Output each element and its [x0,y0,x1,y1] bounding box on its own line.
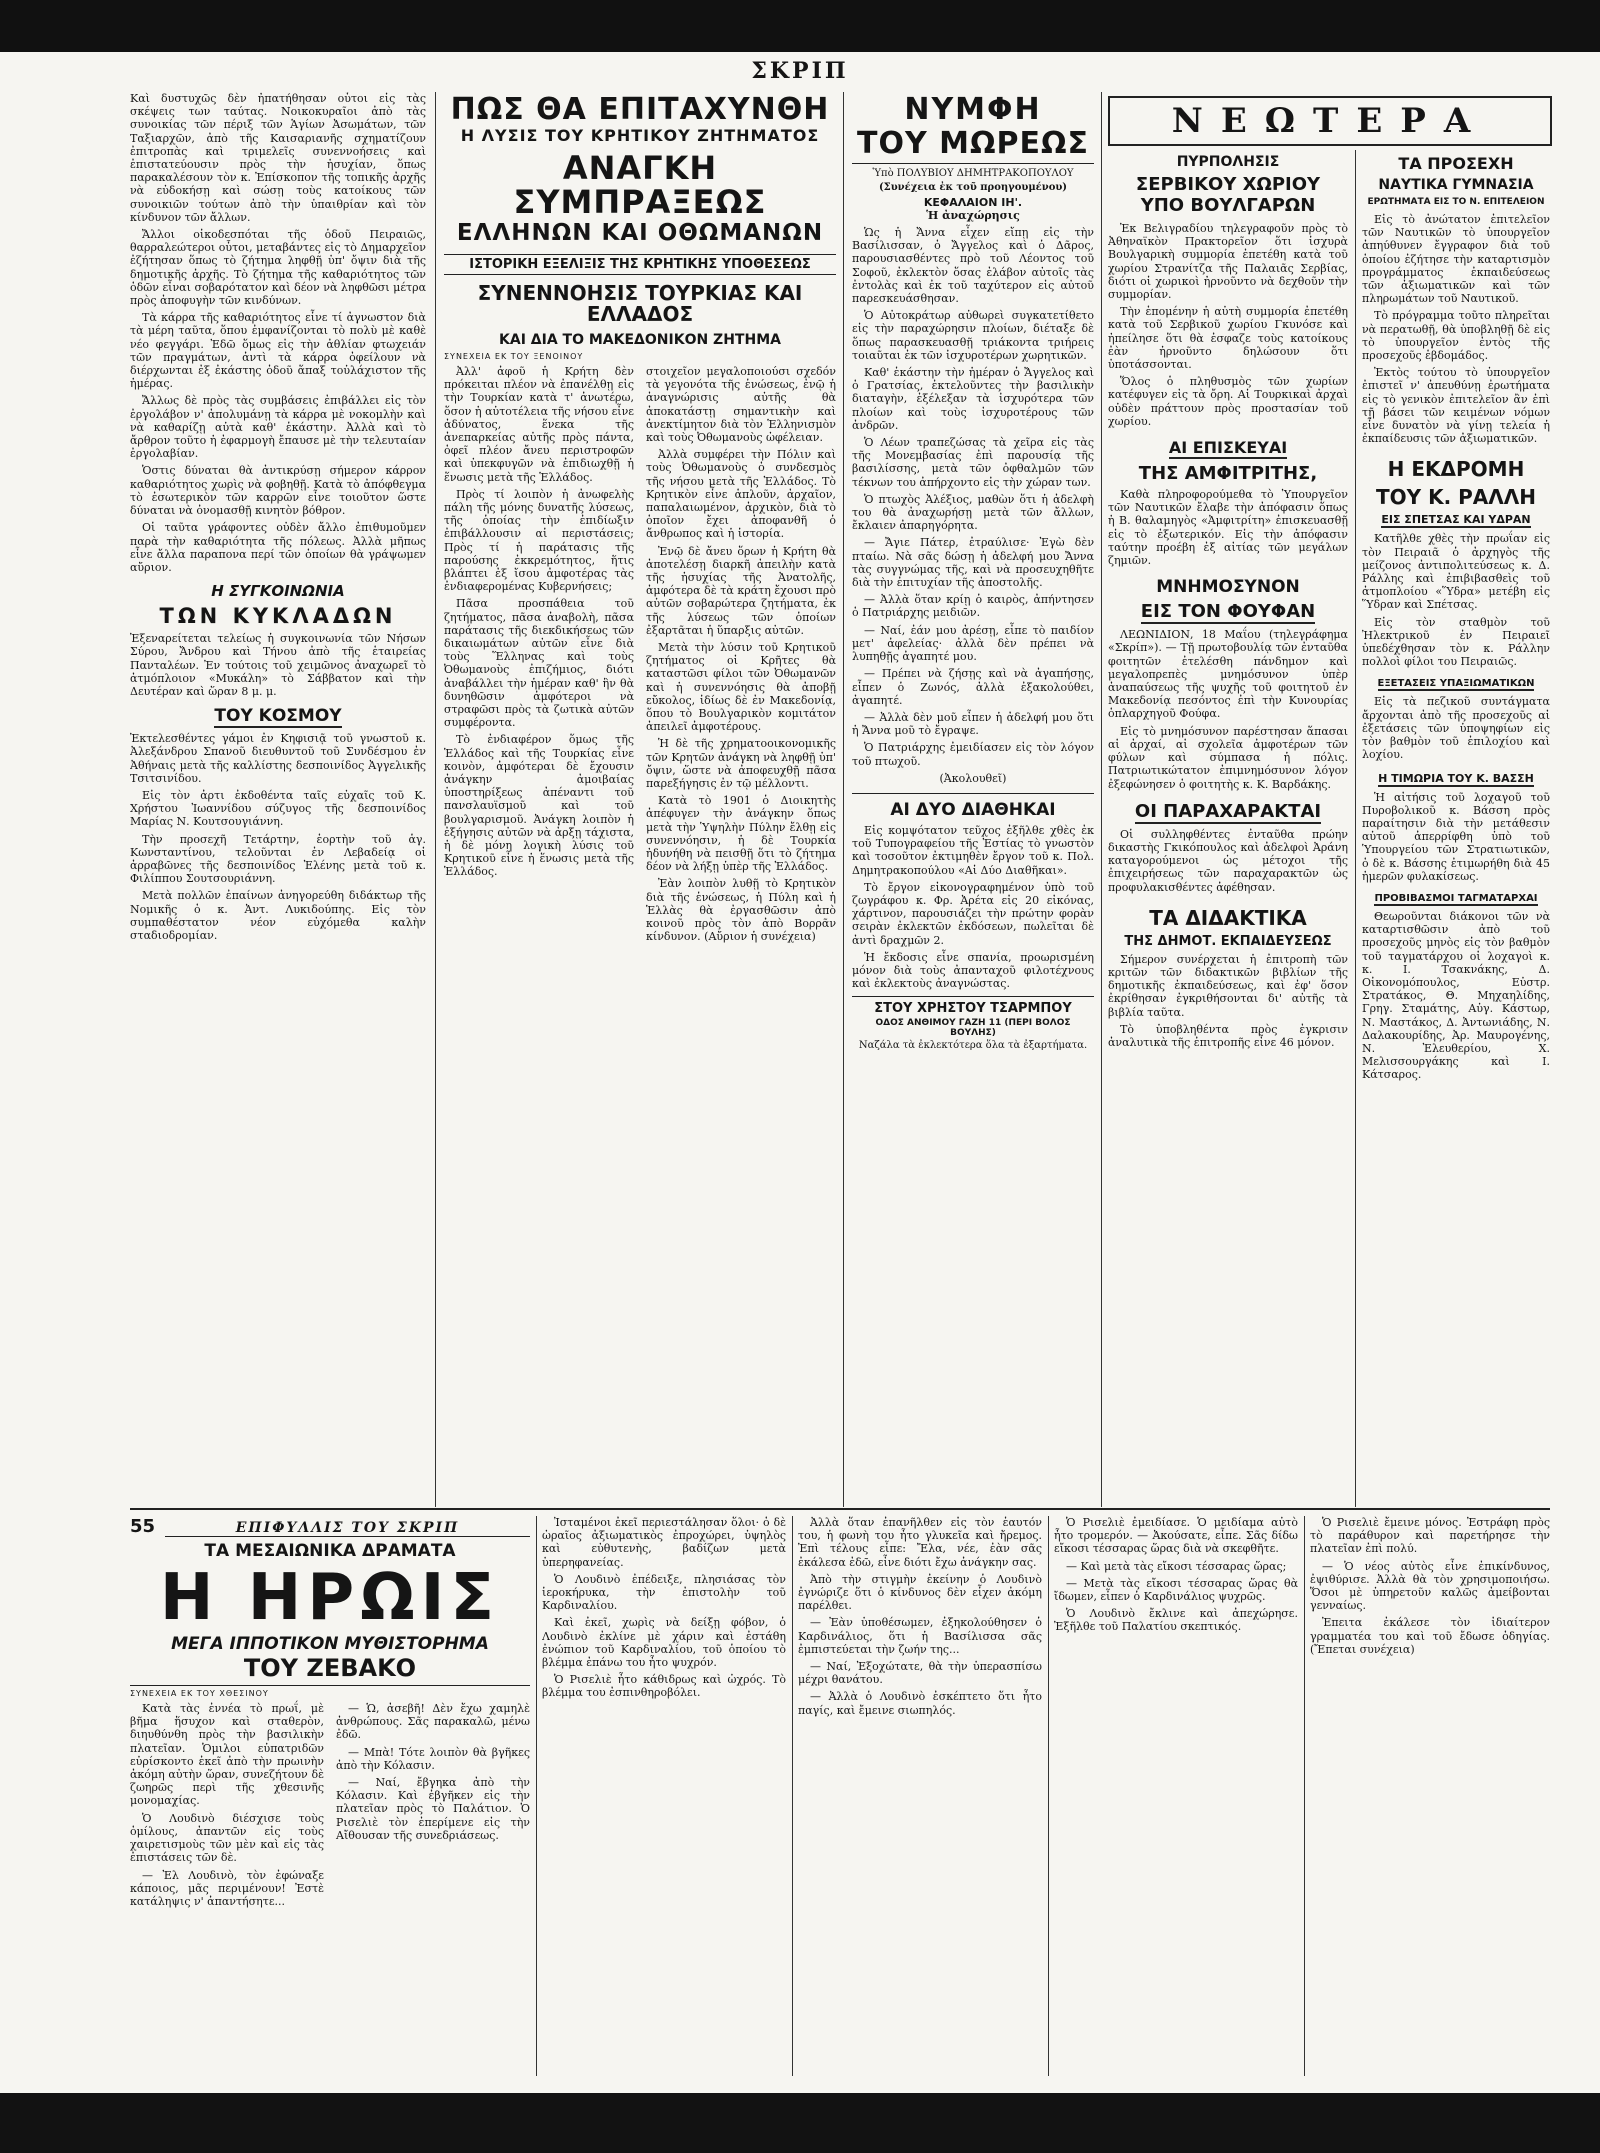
section-heading: ΤΩΝ ΚΥΚΛΑΔΩΝ [159,604,397,629]
novel-title: Η ΗΡΩΙΣ [159,1560,501,1635]
subheadline: ΙΣΤΟΡΙΚΗ ΕΞΕΛΙΞΙΣ ΤΗΣ ΚΡΗΤΙΚΗΣ ΥΠΟΘΕΣΕΩΣ [444,254,836,276]
feuilleton-paragraph: — Ναί, ἔβγηκα ἀπὸ τὴν Κόλασιν. Καὶ ἐβγῆκεν εἰς τὴν πλατεῖαν πρὸς τὸ Παλάτιον. Ὁ Ρισελιὲ τὸν ἐπερίμενε εἰς τὴν Αἴθουσαν τῆς συνεδριάσεως. [336,1776,530,1842]
feuilleton-paragraph: — Ἐλ Λουδινὸ, τὸν ἐφώναξε κάποιος, μᾶς περιμένουν! Ἐστὲ κατάληψις ν' ἀπαντήσητε... [130,1868,324,1908]
subheadline: ΣΥΝΕΝΝΟΗΣΙΣ ΤΟΥΡΚΙΑΣ ΚΑΙ ΕΛΛΑΔΟΣ [477,281,803,327]
feuilleton-paragraph: Ὁ Λουδινὸ ἔκλινε καὶ ἀπεχώρησε. Ἐξῆλθε τοῦ Παλατίου σκεπτικός. [1054,1607,1298,1634]
article-paragraph: Τὸ ὑποβληθέντα πρὸς ἐγκρισιν ἀναλυτικὰ τῆς ἐπιτροπῆς εἶνε 46 μόνον. [1108,1022,1348,1049]
article-paragraph: Ἄλλως δὲ πρὸς τὰς συμβάσεις ἐπιβάλλει εἰς τὸν ἐργολάβον ν' ἀπολυμάνῃ τὰ κάρρα μὲ νοκομλὴν καὶ νὰ καθαρίζῃ αὐτὰ καθ' ἑκάστην. Ἀλλὰ καὶ τὸ ἄρθρον τοῦτο ἡ ἐφαρμογὴ ἔπαυσε μὲ τὴν τελευταίαν ἐργολαβίαν. [130,394,426,461]
scan-top-band [0,0,1600,52]
column-rule [435,92,436,1507]
byline: Ὑπὸ ΠΟΛΥΒΙΟΥ ΔΗΜΗΤΡΑΚΟΠΟΥΛΟΥ [852,163,1094,179]
article-paragraph: Τὸ πρόγραμμα τοῦτο πληρεῖται νὰ περατωθῇ, θὰ ὑποβληθῇ δὲ εἰς τὸ ὑπουργεῖον ἐντὸς τῆς προσεχοῦς ἑβδομάδος. [1362,309,1550,363]
article-paragraph: Καθὰ πληροφορούμεθα τὸ Ὑπουργεῖον τῶν Ναυτικῶν ἔλαβε τὴν ἀπόφασιν ὅπως ἡ Β. θαλαμηγὸς «Ἀμφιτρίτη» ἐπισκευασθῇ εἰς τὸ ἐξωτερικόν. Εἰς τὴν ἀπόφασιν ταύτην προέβη ἐξ αἰτίας τῶν μεγάλων ζημιῶν. [1108,488,1348,568]
article-paragraph: Ὅλος ὁ πληθυσμὸς τῶν χωρίων κατέφυγεν εἰς τὰ ὄρη. Αἱ Τουρκικαὶ ἀρχαὶ οὐδὲν πράττουν πρὸς προστασίαν τοῦ χωρίου. [1108,375,1348,428]
to-be-continued: (Ἀκολουθεῖ) [939,771,1007,785]
section-heading: ΤΗΣ ΔΗΜΟΤ. ΕΚΠΑΙΔΕΥΣΕΩΣ [1124,933,1332,949]
feuilleton-paragraph: — Ὁ νέος αὐτὸς εἶνε ἐπικίνδυνος, ἐψιθύρισε. Ἀλλὰ θὰ τὸν χρησιμοποιήσω. Ὅσοι μὲ ὑπηρετοῦν καλῶς ἀμείβονται γενναίως. [1310,1559,1550,1613]
feuilleton-column [542,1516,786,2076]
continuation-label: ΣΥΝΕΧΕΙΑ ΕΚ ΤΟΥ ΧΘΕΣΙΝΟΥ [130,1685,530,1698]
article-paragraph: Ὁ Πατριάρχης ἐμειδίασεν εἰς τὸν λόγον τοῦ πτωχοῦ. [852,741,1094,768]
episode-number: 55 [130,1516,156,1537]
article-paragraph: Κατῆλθε χθὲς τὴν πρωΐαν εἰς τὸν Πειραιᾶ ὁ ἀρχηγὸς τῆς μείζονος ἀντιπολιτεύσεως κ. Δ. Ράλλης καὶ ἐπιβιβασθεὶς τοῦ ἀτμοπλοίου «Ὕδρα» μετέβη εἰς Ὕδραν καὶ Σπέτσας. [1362,532,1550,612]
chapter-number: ΚΕΦΑΛΑΙΟΝ ΙΗ'. [923,196,1023,209]
article-paragraph: — Ἀλλὰ δὲν μοῦ εἶπεν ἡ ἀδελφή μου ὅτι ἡ Ἄννα μοῦ τὸ ἔγραψε. [852,710,1094,738]
section-heading: ΤΟΥ ΚΟΣΜΟΥ [214,706,342,727]
article-paragraph: Οἱ ταῦτα γράφοντες οὐδὲν ἄλλο ἐπιθυμοῦμεν παρὰ τὴν καθαριότητα τῆς πόλεως. Ἀλλὰ μῆπως εἶνε ἄλλα παραπονα περί τῶν ὁποίων θὰ γράψωμεν αὔριον. [130,521,426,574]
chapter-title: Ἡ ἀναχώρησις [926,209,1020,222]
feuilleton-paragraph: — Καὶ μετὰ τὰς εἴκοσι τέσσαρας ὥρας; [1066,1559,1287,1573]
article-paragraph: Ὁ Λέων τραπεζώσας τὰ χεῖρα εἰς τὰς τῆς Μονεμβασίας ἐπὶ παρουσίᾳ τῆς βασιλίσσης, μετὰ τῶν ὀφθαλμῶν τῶν τέκνων του ἀπήρχοντο εἰς τὴν χώραν των. [852,436,1094,489]
feuilleton-paragraph: Ἐπειτα ἐκάλεσε τὸν ἰδιαίτερον γραμματέα του καὶ τοῦ ἔδωσε ὁδηγίας. (Ἔπεται συνέχεια) [1310,1616,1550,1656]
article-paragraph: Ἀλλ' ἀφοῦ ἡ Κρήτη δὲν πρόκειται πλέον νὰ ἐπανέλθῃ εἰς τὴν Τουρκίαν κατὰ τ' ἀνωτέρω, ὅσον ἡ αὐτοτέλεια τῆς νήσου εἶνε ἀδύνατος, ἕνεκα τῆς ἀνεπαρκείας αὐτῆς πρὸς πάντα, ὁφεῖ πλέον ἄνευ περιστροφῶν καὶ ὑπεκφυγῶν νὰ ἐπιδιωχθῇ ἡ ἕνωσις μετὰ τῆς Ἑλλάδος. [444,364,634,484]
section-heading: ΑΙ ΕΠΙΣΚΕΥΑΙ [1168,438,1288,458]
novel-subtitle: ΜΕΓΑ ΙΠΠΟΤΙΚΟΝ ΜΥΘΙΣΤΟΡΗΜΑ [171,1634,489,1655]
column-news [1108,152,1348,1502]
column-rule [1355,150,1356,1507]
article-paragraph: Εἰς τὸν ἀρτι ἐκδοθέντα ταῖς εὐχαῖς τοῦ Κ. Χρήστου Ἰωαννίδου σύζυγος τῆς δεσποινίδος Μαρίας Ν. Κουτσουγιάννη. [130,788,426,829]
article-paragraph: Τὸ ἐνδιαφέρον ὅμως τῆς Ἑλλάδος καὶ τῆς Τουρκίας εἶνε κοινὸν, ἀμφότεραι δὲ ἔχουσιν ἀνάγκην ἀμοιβαίας ὑποστηρίξεως ἀπέναντι τοῦ πανσλαυϊσμοῦ καὶ τοῦ βουλγαρισμοῦ. Ἀνάγκη λοιπὸν ἡ ἐξήγησις αὐτῶν νὰ ἀρξῃ τάχιστα, ἡ δὲ μόνη λογικὴ λύσις τοῦ Κρητικοῦ εἶνε ἡ ἕνωσις μετὰ τῆς Ἑλλάδος. [444,733,634,879]
column-crete [444,92,836,1502]
novel-author: ΤΟΥ ΖΕΒΑΚΟ [243,1653,417,1682]
section-heading: ΥΠΟ ΒΟΥΛΓΑΡΩΝ [1140,195,1316,216]
article-paragraph: Ὁ Αὐτοκράτωρ αὐθωρεὶ συγκατετίθετο εἰς τὴν παραχώρησιν πλοίων, διέταξε δὲ ὅπως παρασκευασθῇ τριάκοντα τριήρεις τοιαῦται ἐκ τῶν ἰσχυροτέρων χωρητικῶν. [852,309,1094,362]
section-heading: Η ΕΚΔΡΟΜΗ [1387,457,1525,482]
article-paragraph: Εἰς τὰ πεζικοῦ συντάγματα ἄρχονται ἀπὸ τῆς προσεχοῦς αἱ ἐξετάσεις τῶν ὑποψηφίων εἰς τὸν βαθμὸν τοῦ ἐπιλοχίου καὶ λοχίου. [1362,695,1550,762]
article-paragraph: Τὸ ἔργον εἰκονογραφημένον ὑπὸ τοῦ ζωγράφου κ. Φρ. Ἀρέτα εἰς 20 εἰκόνας, χάρτινον, παρουσιάζει τὴν πρώτην φορὰν σειρὰν ἐκλεκτῶν ἐκδόσεων, πωλεῖται δὲ ἀντὶ δραχμῶν 2. [852,880,1094,947]
article-paragraph: Τὴν ἑπομένην ἡ αὐτὴ συμμορία ἐπετέθη κατὰ τοῦ Σερβικοῦ χωρίου Γκυνόσε καὶ ἠπείλησε ὅτι θὰ ἐσφαζε τοὺς κατοίκους ἐὰν ἠρνοῦντο δηλώσουν ὅτι ὑποτάσσονται. [1108,305,1348,372]
subheadline: ΚΑΙ ΔΙΑ ΤΟ ΜΑΚΕΔΟΝΙΚΟΝ ΖΗΤΗΜΑ [499,332,781,349]
section-heading: ΤΑ ΔΙΔΑΚΤΙΚΑ [1149,905,1307,930]
advert-title: ΣΤΟΥ ΧΡΗΣΤΟΥ ΤΣΑΡΜΠΟΥ [874,1001,1072,1017]
continuation-note: (Συνέχεια ἐκ τοῦ προηγουμένου) [878,182,1068,193]
article-paragraph: Εἰς τὸ ἀνώτατον ἐπιτελεῖον τῶν Ναυτικῶν τὸ ὑπουργεῖον ἀπηύθυνεν ἔγγραφον διὰ τοῦ ὁποίου ἐζήτησε τὴν καταρτισμὸν προγράμματος ἐκπαιδεύσεως τῶν ἀξιωματικῶν καὶ τῶν πληρωμάτων τοῦ Ναυτικοῦ. [1362,213,1550,306]
article-paragraph: Ἄλλοι οἰκοδεσπόται τῆς ὁδοῦ Πειραιῶς, θαρραλεώτεροι οὗτοι, μεταβάντες εἰς τὸ Δημαρχεῖον ἐζήτησαν ὅπως τὸ ζήτημα ληφθῇ ὑπ' ὄψιν διὰ τῆς δημοτικῆς ἀρχῆς. Τὸ ζήτημα τῆς καθαριότητος τῶν ὁδῶν εἶναι σοβαρότατον καὶ δέον νὰ ληφθῶσι μέτρα πρὸς ἀποφυγὴν τῶν κινδύνων. [130,228,426,308]
headline: ΤΟΥ ΜΩΡΕΩΣ [857,125,1089,161]
feuilleton-paragraph: Ὁ Ρισελιὲ ἦτο κάθιδρως καὶ ὠχρός. Τὸ βλέμμα του ἐσπινθηροβόλει. [542,1673,786,1700]
article-paragraph: στοιχεῖον μεγαλοποιούσι σχεδόν τὰ γεγονότα τῆς ἑνώσεως, ἐνῷ ἡ ἀναγνώρισις αὐτῆς θὰ ἀποκατάστῃ σημαντικὴν καὶ ἀνεκτίμητον διὰ τὸν Ἑλληνισμὸν καὶ τοὺς Ὀθωμανοὺς ὠφέλειαν. [646,364,836,444]
feuilleton-paragraph: — Μπὰ! Τότε λοιπὸν θὰ βγῆκες ἀπὸ τὴν Κόλασιν. [336,1745,530,1772]
column-serial [852,92,1094,1502]
advert-text: Ναζάλα τὰ ἐκλεκτότερα ὅλα τὰ ἐξαρτήματα. [858,1040,1088,1052]
section-heading: ΤΑ ΠΡΟΣΕΧΗ [1398,154,1514,173]
feuilleton-paragraph: Ἰσταμένοι ἐκεῖ περιεστάλησαν ὅλοι· ὁ δὲ ὡραῖος ἀξιωματικὸς ἐπροχώρει, ὑψηλὸς καὶ εὐθυτενὴς, βαδίζων μετὰ ὑπερηφανείας. [542,1516,786,1569]
column-rule [536,1516,537,2076]
feuilleton-column [798,1516,1042,2076]
headline: ΕΛΛΗΝΩΝ ΚΑΙ ΟΘΩΜΑΝΩΝ [456,220,824,247]
section-heading: Η ΣΥΓΚΟΙΝΩΝΙΑ [211,582,345,601]
article-paragraph: Ἡ αἰτήσις τοῦ λοχαγοῦ τοῦ Πυροβολικοῦ κ. Βάσση πρὸς παραίτησιν διὰ τὴν μετάθεσιν αὐτοῦ ἀπερρίφθη ὑπὸ τοῦ Ὑπουργείου τῶν Στρατιωτικῶν, ὁ δὲ κ. Βάσσης ἐτιμωρήθη διὰ 45 ἡμερῶν φυλακίσεως. [1362,790,1550,883]
feuilleton-paragraph: — Ὡ, ἀσεβῆ! Δὲν ἔχω χαμηλὲ ἀνθρώπους. Σᾶς παρακαλῶ, μένω ἐδῶ. [336,1702,530,1742]
article-paragraph: — Ἄγιε Πάτερ, ἐτραύλισε· Ἐγὼ δὲν πταίω. Νὰ σᾶς δώσῃ ἡ ἀδελφή μου Ἄννα τὰς συγγνώμας τῆς, καὶ νὰ προσευχηθῆτε διὰ τὴν ἐπιτυχίαν τῆς ἀποστολῆς. [852,536,1094,590]
article-paragraph: Ἐκ Βελιγραδίου τηλεγραφοῦν πρὸς τὸ Ἀθηναϊκὸν Πρακτορεῖον ὅτι ἰσχυρὰ Βουλγαρικὴ συμμορία ἐπετέθη κατὰ τοῦ χωρίου Στρανίτζα τῆς Παλαιᾶς Σερβίας, διότι οἱ χωρικοὶ ἠρνοῦντο νὰ δεχθοῦν τὴν συμμορίαν. [1108,222,1348,302]
article-paragraph: Μετὰ τὴν λύσιν τοῦ Κρητικοῦ ζητήματος οἱ Κρῆτες θὰ καταστῶσι φίλοι τῶν Ὀθωμανῶν καὶ ἡ συνεννόησις θὰ ἀποβῇ εὔκολος, ἰδίως δὲ ἐν Μακεδονίᾳ, ὅπου τὸ Βουλγαρικὸν κομιτάτον ἀπειλεῖ ἀμφοτέρους. [646,641,836,734]
section-heading: ΣΕΡΒΙΚΟΥ ΧΩΡΙΟΥ [1135,174,1321,195]
feuilleton-paragraph: Ὁ Λουδινὸ διέσχισε τοὺς ὁμίλους, ἀπαντῶν εἰς τοὺς χαιρετισμοὺς τῶν μὲν καὶ εἰς τὰς ἐπιστάσεις τῶν δὲ. [130,1811,324,1865]
column-rule [792,1516,793,2076]
article-paragraph: — Ἀλλὰ ὅταν κρίῃ ὁ καιρὸς, ἀπήντησεν ὁ Πατριάρχης μειδιῶν. [852,593,1094,620]
article-paragraph: Ἐξεναρείτεται τελείως ἡ συγκοινωνία τῶν Νήσων Σύρου, Ἄνδρου καὶ Τήνου ἀπὸ τῆς ἑταιρείας Πανταλέων. Ἐν τούτοις τοῦ χειμῶνος ἀναχωρεῖ τὸ ἀτμόπλοιον «Μυκάλη» τὸ Σάββατον καὶ τὴν Δευτέραν καὶ ὥραν 8 μ. μ. [130,632,426,698]
article-paragraph: — Ναί, ἐάν μου ἀρέσῃ, εἶπε τὸ παιδίον μετ' ἀφελείας· ἀλλὰ δὲν πρέπει νὰ λυπηθῇς ἀγαπητέ μου. [852,623,1094,664]
headline: ΠΩΣ ΘΑ ΕΠΙΤΑΧΥΝΘΗ [450,92,830,127]
feuilleton-paragraph: — Μετὰ τὰς εἴκοσι τέσσαρας ὥρας θὰ ἴδωμεν, εἶπεν ὁ Καρδινάλιος ψυχρῶς. [1054,1576,1298,1604]
section-heading: ΕΞΕΤΑΣΕΙΣ ΥΠΑΞΙΩΜΑΤΙΚΩΝ [1377,678,1535,690]
continuation-label: ΣΥΝΕΧΕΙΑ ΕΚ ΤΟΥ ΞΕΝΟΙΝΟΥ [444,351,584,361]
section-heading: ΕΙΣ ΤΟΝ ΦΟΥΦΑΝ [1140,601,1316,623]
article-paragraph: Οἱ συλληφθέντες ἐνταῦθα πρώην δικαστὴς Γκικόπουλος καὶ ἀδελφοὶ Ἀράνη καταγορούμενοι ὡς μέτοχοι τῆς ἐπιχειρήσεως τῶν παραχαρακτῶν ὡς προφυλακισθέντες ἀφέθησαν. [1108,827,1348,894]
article-paragraph: Ἡ ἔκδοσις εἶνε σπανία, προωρισμένη μόνον διὰ τοὺς ἀπανταχοῦ φιλοτέχνους καὶ ἐκλεκτοὺς ἀναγνώστας. [852,950,1094,991]
feuilleton-paragraph: Ὁ Ρισελιὲ ἐμειδίασε. Ὁ μειδίαμα αὐτὸ ἦτο τρομερόν. — Ἀκούσατε, εἶπε. Σᾶς δίδω εἴκοσι τέσσαρας ὥρας διὰ νὰ σκεφθῆτε. [1054,1516,1298,1556]
article-paragraph: — Πρέπει νὰ ζήσῃς καὶ νὰ ἀγαπήσῃς, εἶπεν ὁ Ζωνός, ἀλλὰ ἐξακολούθει, ἀγαπητέ. [852,667,1094,707]
feuilleton-paragraph: Καὶ ἐκεῖ, χωρὶς νὰ δείξῃ φόβον, ὁ Λουδινὸ ἐκλίνε μὲ χάριν καὶ ἐστάθη ἐνώπιον τοῦ Καρδιναλίου, τοῦ ὁποίου τὸ βλέμμα ἐπάνω του ἦτο ψυχρόν. [542,1616,786,1670]
column-rule [1048,1516,1049,2076]
feuilleton-paragraph: Ἀλλὰ ὅταν ἐπανῆλθεν εἰς τὸν ἑαυτόν του, ἡ φωνὴ του ἦτο γλυκεῖα καὶ ἤρεμος. Ἐπὶ τέλους εἶπε: Ἔλα, νέε, ἐὰν σᾶς ἐκάλεσα ἐδῶ, εἶνε διότι ἔχω ἀνάγκην σας. [798,1516,1042,1569]
article-paragraph: Εἰς τὸν σταθμὸν τοῦ Ἠλεκτρικοῦ ἐν Πειραιεῖ ὑπεδέχθησαν τὸν κ. Ράλλην πολλοὶ φίλοι του Πειραιῶς. [1362,615,1550,669]
feuilleton-paragraph: — Ἐὰν ὑποθέσωμεν, ἐξηκολούθησεν ὁ Καρδινάλιος, ὅτι ἡ Βασίλισσα σᾶς ἐμπιστεύεται τὴν ζωήν της... [798,1616,1042,1656]
article-paragraph: Εἰς κομψότατον τεῦχος ἐξῆλθε χθὲς ἐκ τοῦ Τυπογραφείου τῆς Ἑστίας τὸ γνωστὸν καὶ τοσοῦτον ἐκτιμηθὲν ἔργον τοῦ κ. Πολ. Δημητρακοπούλου «Αἱ Δύο Διαθῆκαι». [852,823,1094,877]
feuilleton-paragraph: — Ἀλλὰ ὁ Λουδινὸ ἐσκέπτετο ὅτι ἦτο παγίς, καὶ ἔμεινε σιωπηλός. [798,1690,1042,1717]
article-paragraph: Πᾶσα προσπάθεια τοῦ ζητήματος, πᾶσα ἀναβολὴ, πᾶσα παράτασις τῆς διεκδικήσεως τῶν δικαιωμάτων αὐτῶν εἶνε διὰ τοὺς Ἕλληνας καὶ τοὺς Ὀθωμανοὺς ἐπιζήμιος, διότι ἀναβάλλει τὴν ἡμέραν καθ' ἣν θὰ δυνηθῶσιν ἀμφότεροι νὰ στραφῶσι πρὸς τὰ ζωτικὰ αὐτῶν συμφέροντα. [444,597,634,730]
scan-bottom-band [0,2093,1600,2153]
column-rule [1101,92,1102,1507]
column-rule [843,92,844,1507]
series-title: ΤΑ ΜΕΣΑΙΩΝΙΚΑ ΔΡΑΜΑΤΑ [204,1541,456,1561]
section-heading: ΝΑΥΤΙΚΑ ΓΥΜΝΑΣΙΑ [1378,177,1534,193]
article-paragraph: Ὁστις δύναται θὰ ἀντικρύσῃ σήμερον κάρρον καθαριότητος χωρὶς νὰ φοβηθῇ. Κατὰ τὸ ἀπόφθεγμα τὸ ἐσωτερικὸν τῶν καρρῶν εἶνε τοιοῦτον ὥστε δύναται νὰ ὀνομασθῇ κινητὸν βόθρον. [130,464,426,518]
advert-address: ΟΔΟΣ ΑΝΘΙΜΟΥ ΓΑΖΗ 11 (ΠΕΡΙ ΒΟΛΟΣ ΒΟΥΛΗΣ) [875,1018,1071,1039]
column-navy [1362,152,1550,1502]
column-left [130,92,426,1502]
article-paragraph: Καθ' ἑκάστην τὴν ἡμέραν ὁ Ἄγγελος καὶ ὁ Γρατσίας, ἐκτελοῦντες τὴν βασιλικὴν διαταγὴν, ἐξέλεξαν τὰ ἰσχυρότερα τῶν πλοίων καὶ τοὺς ἰσχυροτέρους τῶν ἀνδρῶν. [852,366,1094,432]
article-paragraph: ΛΕΩΝΙΔΙΟΝ, 18 Μαΐου (τηλεγράφημα «Σκρίπ»). — Τῇ πρωτοβουλίᾳ τῶν ἐνταῦθα φοιτητῶν ἐτελέσθη πάνδημον καὶ μεγαλοπρεπὲς μνημόσυνον ὑπὲρ ἀναπαύσεως τῆς ψυχῆς τοῦ φοιτητοῦ ἐν Μακεδονίᾳ πεσόντος ἐπὶ τὴν Κυνουρίας ὁπλαρχηγοῦ Φούφα. [1108,628,1348,721]
news-banner: ΝΕΩΤΕΡΑ [1108,96,1552,146]
article-paragraph: Κατὰ τὸ 1901 ὁ Διοικητὴς ἀπέφυγεν τὴν ἀνάγκην ὅπως μετὰ τὴν Ὑψηλὴν Πύλην ἔλθῃ εἰς συνεννόησιν, ἡ δὲ Τουρκία ἠδυνήθη νὰ πεισθῇ ὅτι τὸ ζήτημα δέον νὰ λήξῃ ὑπὲρ τῆς Ἑλλάδος. [646,794,836,874]
article-paragraph: Σήμερον συνέρχεται ἡ ἐπιτροπὴ τῶν κριτῶν τῶν διδακτικῶν βιβλίων τῆς δημοτικῆς ἐκπαιδεύσεως, καὶ ἐφ' ὅσον ἐκρίθησαν ἐγκριθήσονται δι' αὐτῆς τὰ βιβλία ταῦτα. [1108,952,1348,1019]
section-heading: ΜΝΗΜΟΣΥΝΟΝ [1156,577,1300,598]
feuilleton-title-block [130,1516,530,2076]
article-paragraph: Ἐκτελεσθέντες γάμοι ἐν Κηφισιᾷ τοῦ γνωστοῦ κ. Ἀλεξάνδρου Σπανοῦ διευθυντοῦ τοῦ Συνδέσμου ἐν Ἀθήναις μετὰ τῆς καλλίστης δεσποινίδος Ἀγγελικῆς Τσιτσινίδου. [130,732,426,785]
article-paragraph: Ὁ πτωχὸς Ἀλέξιος, μαθὼν ὅτι ἡ ἀδελφὴ του θὰ ἀναχωρήσῃ μετὰ τῶν ἄλλων, ἔκλαιεν ἀπαρηγόρητα. [852,492,1094,533]
feuilleton-column [1310,1516,1550,2076]
article-paragraph: Ὡς ἡ Ἄννα εἶχεν εἴπῃ εἰς τὴν Βασίλισσαν, ὁ Ἄγγελος καὶ ὁ Δᾶρος, παρουσιασθέντες πρὸ τοῦ Λέοντος τοῦ Σοφοῦ, ἐκλεκτὸν ὅσας ἐλάβον αὐτοῖς τὰς ἐντολὰς καὶ ἐκ τοῦ ταχύτερον εἰς αὐτοῦ παρεσκευάσθησαν. [852,226,1094,306]
feuilleton-column [1054,1516,1298,2076]
feuilleton-paragraph: — Ναί, Ἐξοχώτατε, θὰ τὴν ὑπερασπίσω μέχρι θανάτου. [798,1660,1042,1687]
section-heading: ΑΙ ΔΥΟ ΔΙΑΘΗΚΑΙ [852,793,1094,820]
section-heading: Η ΤΙΜΩΡΙΑ ΤΟΥ Κ. ΒΑΣΣΗ [1378,771,1534,785]
headline: ΑΝΑΓΚΗ ΣΥΜΠΡΑΞΕΩΣ [513,149,767,221]
headline: ΝΥΜΦΗ [904,92,1042,127]
article-paragraph: Ἐνῷ δὲ ἄνευ ὅρων ἡ Κρήτη θὰ ἀποτελέσῃ διαρκῆ ἀπειλὴν κατὰ τῆς ἡσυχίας τῆς Ἀνατολῆς, ἀμφότερα δὲ τὰ κράτη ἔχουσι πρὸ αὐτῶν σοβαρώτερα ζητήματα, ἐκ τῆς λύσεως τῶν ὁποίων ἐξαρτᾶται ἡ ὕπαρξις αὐτῶν. [646,544,836,637]
section-heading: ΟΙ ΠΑΡΑΧΑΡΑΚΤΑΙ [1134,800,1322,822]
article-paragraph: Ἡ δὲ τῆς χρηματοοικονομικῆς τῶν Κρητῶν ἀνάγκη νὰ ληφθῇ ὑπ' ὄψιν, ὥστε νὰ ἀποφευχθῇ πᾶσα παρεξήγησις ἐν τῷ μέλλοντι. [646,737,836,791]
column-rule [1304,1516,1305,2076]
feuilleton-paragraph: Ἀπὸ τὴν στιγμὴν ἐκείνην ὁ Λουδινὸ ἐγνώριζε ὅτι ὁ κίνδυνος δὲν εἶχεν ἀκόμη παρέλθει. [798,1572,1042,1613]
article-paragraph: Εἰς τὸ μνημόσυνον παρέστησαν ἅπασαι αἱ ἀρχαί, αἱ σχολεῖα ἀμφοτέρων τῶν φύλων καὶ σύμπασα ἡ πόλις. Πατριωτικώτατον ἐπιμνημόσυνον λόγον ἐξεφώνησεν ὁ φοιτητὴς κ. Κ. Βαρδάκης. [1108,724,1348,791]
article-paragraph: Πρὸς τί λοιπὸν ἡ ἀνωφελὴς πάλη τῆς μόνης δυνατῆς λύσεως, τῆς ὁποίας τὴν ἐπιδίωξιν ἐπιβάλλουσιν αἱ περιστάσεις; Πρὸς τί ἡ παράτασις τῆς παρούσης ἐκκρεμότητος, ἥτις βλάπτει ἐξ ἴσου ἀμφοτέρας τὰς ἐνδιαφερομένας Κυβερνήσεις; [444,487,634,594]
article-paragraph: Μετὰ πολλῶν ἐπαίνων ἀνηγορεύθη διδάκτωρ τῆς Νομικῆς ὁ κ. Ἀντ. Λυκιδούπης. Εἰς τὸν συμπαθέστατον νέον εὐχόμεθα καλὴν σταδιοδρομίαν. [130,889,426,942]
feuilleton-label: ΕΠΙΦΥΛΛΙΣ ΤΟΥ ΣΚΡΙΠ [165,1520,530,1537]
subheadline: ΕΡΩΤΗΜΑΤΑ ΕΙΣ ΤΟ Ν. ΕΠΙΤΕΛΕΙΟΝ [1367,197,1545,207]
feuilleton-paragraph: Ὁ Λουδινὸ ἐπέδειξε, πλησιάσας τὸν ἱεροκήρυκα, τὴν ἐπιστολὴν τοῦ Καρδιναλίου. [542,1572,786,1613]
article-paragraph: Ἐὰν λοιπὸν λυθῇ τὸ Κρητικὸν διὰ τῆς ἑνώσεως, ἡ Πύλη καὶ ἡ Ἑλλὰς θὰ ἐργασθῶσιν ἀπὸ κοινοῦ πρὸς τὸν ἀπὸ Βορρᾶν κίνδυνον. (Αὔριον ἡ συνέχεια) [646,877,836,944]
feuilleton-paragraph: Ὁ Ρισελιὲ ἔμεινε μόνος. Ἐστράφη πρὸς τὸ παράθυρον καὶ παρετήρησε τὴν πλατεῖαν ἐπὶ πολύ. [1310,1516,1550,1556]
masthead: ΣΚΡΙΠ [751,58,849,84]
article-paragraph: Ἐκτὸς τούτου τὸ ὑπουργεῖον ἐπιστεῖ ν' ἀπευθύνῃ ἐρωτήματα εἰς τὸ γενικὸν ἐπιτελεῖον ἂν ἐπὶ τῇ βάσει τῶν κειμένων νόμων εἶνε δυνατὸν νὰ γίνῃ τελεία ἡ ἐκπαίδευσις τῶν ἀξιωματικῶν. [1362,366,1550,446]
article-paragraph: Ἀλλὰ συμφέρει τὴν Πόλιν καὶ τοὺς Ὀθωμανοὺς ὁ συνδεσμὸς τῆς νήσου μετὰ τῆς Ἑλλάδος. Τὸ Κρητικὸν εἶνε ἁπλοῦν, ἀρχαῖον, παπαλαιωμένον, ἀρχικὸν, διὰ τὸ ὁποῖον ἔχει ἀποφανθῆ ὁ ἄνθρωπος καὶ ἡ ἱστορία. [646,448,836,541]
article-paragraph: Θεωροῦνται διάκονοι τῶν νὰ καταρτισθῶσιν ἀπὸ τοῦ προσεχοῦς μηνὸς εἰς τὸν βαθμὸν τοῦ ταγματάρχου οἱ λοχαγοὶ κ. κ. Ι. Τσακνάκης, Δ. Οἰκονομόπουλος, Εὐστρ. Στρατάκος, Θ. Μηχαηλίδης, Γρηγ. Σταμάτης, Αὐγ. Κάστωρ, Ν. Μαστάκος, Δ. Ἀντωνιάδης, Ν. Δαλακουρίδης, Ἀρ. Μαυρογένης, Ν. Ἐλευθερίου, Χ. Μελισσουργάκης καὶ Ι. Κάτσαρος. [1362,909,1550,1082]
section-heading: ΤΗΣ ΑΜΦΙΤΡΙΤΗΣ, [1138,463,1318,485]
section-heading: ΕΙΣ ΣΠΕΤΣΑΣ ΚΑΙ ΥΔΡΑΝ [1381,513,1531,527]
headline: Η ΛΥΣΙΣ ΤΟΥ ΚΡΗΤΙΚΟΥ ΖΗΤΗΜΑΤΟΣ [460,125,820,145]
feuilleton-paragraph: Κατὰ τὰς ἐννέα τὸ πρωΐ, μὲ βῆμα ἥσυχον καὶ σταθερὸν, διηυθύνθη πρὸς τὴν βασιλικὴν πλατεῖαν. Ὁμιλοι εὐπατριδῶν εὐρίσκοντο ἐκεῖ ἀπὸ τὴν πρωινὴν ἀκόμη αὐτὴν ὥραν, συνεζήτουν δὲ ζωηρῶς περὶ τῆς χθεσινῆς μονομαχίας. [130,1702,324,1808]
section-heading: ΤΟΥ Κ. ΡΑΛΛΗ [1376,485,1536,510]
article-paragraph: Τὴν προσεχῆ Τετάρτην, ἑορτὴν τοῦ ἁγ. Κωνσταντίνου, τελοῦνται ἐν Λεβαδείᾳ οἱ ἀρραβῶνες τῆς δεσποινίδος Ἑλένης μετὰ τοῦ κ. Φιλίππου Σουτσουριάννη. [130,832,426,886]
feuilleton-rule [130,1508,1550,1510]
article-paragraph: Καὶ δυστυχῶς δὲν ἠπατήθησαν οὗτοι εἰς τὰς σκέψεις των ταύτας. Νοικοκυραῖοι ἀπὸ τὰς συνοικίας τῶν πέριξ τῶν Ἁγίων Ἀσωμάτων, τῶν Ταξιαρχῶν, ἀπὸ τῆς Καισαριανῆς σχηματίζουν ἐπιτροπὰς καὶ τριμελεῖς συνεννοήσεις καὶ ἐπιστατεύουσιν πρὸς τὴν ἡσυχίαν, ὅπως παρακαλέσουν τὸν κ. Ἐπίσκοπον τῆς τοπικῆς ἀρχῆς νὰ εὐδοκήσῃ καὶ σώσῃ τοὺς κατοίκους τῶν συνοικιῶν τούτων ἀπὸ τὴν ὑπαιθρίαν καὶ τὸν κίνδυνον τῶν ἄλλων. [130,92,426,224]
section-heading: ΠΡΟΒΙΒΑΣΜΟΙ ΤΑΓΜΑΤΑΡΧΑΙ [1374,892,1538,904]
article-paragraph: Τὰ κάρρα τῆς καθαριότητος εἶνε τί ἀγνωστον διὰ τὰ μέρη ταῦτα, ὅπου ἐμφανίζονται τὸ πολὺ μὲ καθὲ νέο φεγγάρι. Ἐδῶ ὅμως εἰς τὴν ἀθλίαν φτωχειάν τῶν πραγμάτων, ἀντὶ τὰ κάρρα ὀφείλουν νὰ διέρχωνται ἐξ ἐκάστης ὁδοῦ ἅπαξ τοὐλάχιστον τῆς ἡμέρας. [130,311,426,391]
section-heading: ΠΥΡΠΟΛΗΣΙΣ [1176,154,1280,170]
